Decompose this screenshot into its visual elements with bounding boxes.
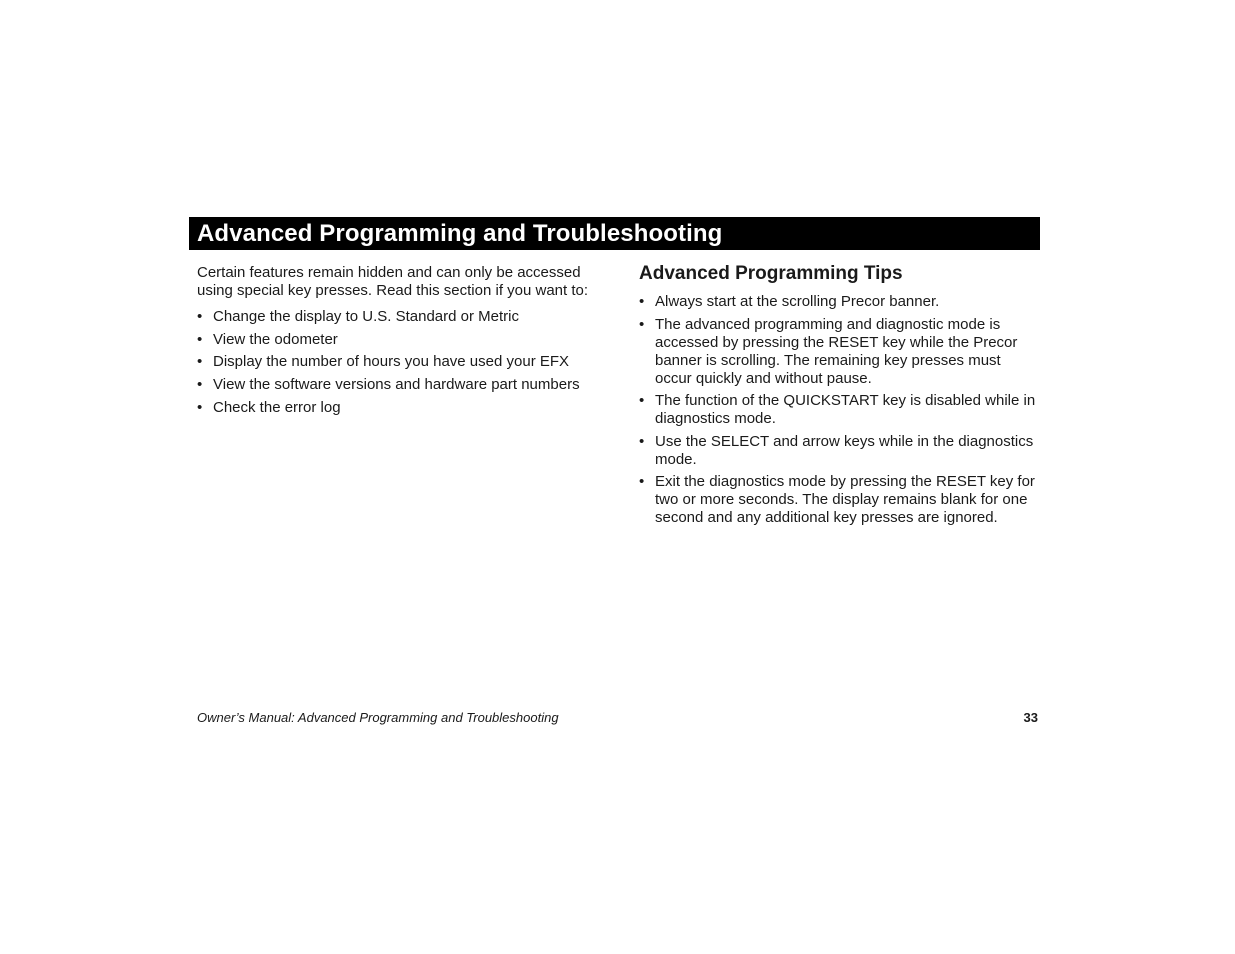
list-item — [639, 473, 1039, 527]
footer-running-title: Owner’s Manual: Advanced Programming and Troubleshooting — [197, 710, 559, 725]
left-column — [197, 264, 602, 421]
bullet-glyph: • — [639, 315, 645, 333]
bullet-glyph: • — [639, 293, 645, 310]
list-item-text: Display the number of hours you have used your EFX — [213, 353, 570, 371]
tips-list — [639, 293, 1039, 527]
page-number: 33 — [1023, 710, 1038, 725]
list-item-text: The advanced programming and diagnostic mode is accessed by pressing the RESET key while the Precor banner is scrolling. The remaining key presses must occur quickly and without pause. — [655, 315, 1018, 387]
bullet-glyph: • — [639, 392, 645, 409]
list-item-text: View the software versions and hardware part numbers — [213, 376, 580, 394]
list-item-text: Always start at the scrolling Precor banner. — [655, 293, 940, 310]
bullet-glyph: • — [197, 398, 203, 416]
intro-paragraph: Certain features remain hidden and can only be accessed using special key presses. Read this section if you want to: — [197, 264, 589, 299]
bullet-glyph: • — [197, 376, 203, 394]
list-item — [639, 392, 1039, 428]
tips-heading: Advanced Programming Tips — [639, 263, 903, 284]
list-item — [639, 293, 1039, 311]
page-title: Advanced Programming and Troubleshooting — [197, 219, 723, 247]
list-item-text: The function of the QUICKSTART key is disabled while in diagnostics mode. — [655, 392, 1036, 427]
bullet-glyph: • — [197, 330, 203, 348]
list-item-text: Change the display to U.S. Standard or Metric — [213, 308, 519, 325]
list-item — [639, 316, 1039, 388]
list-item — [197, 308, 602, 326]
list-item — [197, 399, 602, 417]
bullet-glyph: • — [197, 308, 203, 325]
list-item-text: Exit the diagnostics mode by pressing the RESET key for two or more seconds. The display remains blank for one second and any additional key presses are ignored. — [655, 473, 1035, 526]
list-item-text: View the odometer — [213, 330, 338, 348]
list-item — [639, 433, 1039, 469]
list-item-text: Check the error log — [213, 398, 341, 416]
bullet-glyph: • — [639, 432, 645, 450]
list-item — [197, 331, 602, 349]
list-item — [197, 376, 602, 394]
bullet-glyph: • — [197, 353, 203, 371]
feature-list — [197, 308, 602, 417]
list-item-text: Use the SELECT and arrow keys while in the diagnostics mode. — [655, 432, 1034, 468]
section-title-bar — [189, 217, 1040, 250]
right-column — [639, 262, 1039, 532]
bullet-glyph: • — [639, 473, 645, 490]
list-item — [197, 353, 602, 371]
